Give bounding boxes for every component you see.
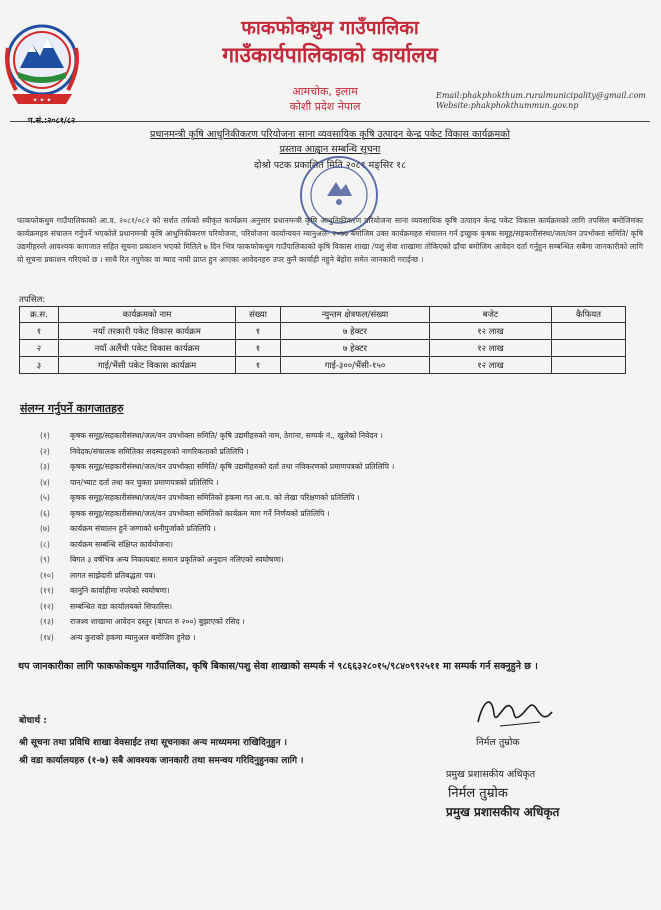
list-item-text: सम्बन्धित वडा कार्यालयको सिफारिस। — [70, 601, 173, 611]
header-min-area: न्युन्तम क्षेत्रफल/संख्या — [281, 307, 430, 323]
cell-program-name: नयाँ तरकारी पकेट विकास कार्यक्रम — [59, 323, 236, 340]
list-item-number: (१३) — [40, 617, 54, 626]
org-title: फाकफोकथुम गाउँपालिका — [241, 17, 419, 39]
list-item-text: अन्य कुराको हकमा म्यानुअल बमोजिम हुनेछ । — [70, 632, 196, 642]
list-item — [40, 614, 394, 630]
list-item-text: कृषक समूह/सहकारीसंस्था/जल/वन उपभोक्ता समिति/ कृषि उद्यमीहरुको नाम, ठेगाना, सम्पर्क नं., खुलेको निवेदन । — [70, 431, 383, 440]
list-item-number: (८) — [40, 539, 50, 549]
header-count: संख्या — [236, 307, 281, 323]
list-item — [40, 475, 394, 491]
cell-remarks — [552, 357, 626, 374]
list-item-text: कृषक समूह/सहकारीसंस्था/जल/वन उपभोक्ता समितिको हकमा गत आ.व. को लेखा परिक्षणको प्रतिलिपि । — [70, 493, 360, 502]
table-row — [20, 340, 626, 357]
cell-count: १ — [236, 357, 281, 374]
header-sn: क्र.स. — [20, 307, 59, 323]
signatory-name: निर्मल तुम्रोक — [476, 737, 520, 748]
programs-table — [19, 306, 626, 374]
list-item — [40, 459, 394, 475]
stamp-title: प्रमुख प्रशासकीय अधिकृत — [446, 805, 560, 819]
bodhartha-heading: बोधार्थ : — [19, 716, 47, 726]
list-item — [40, 444, 394, 460]
header-budget: बजेट — [430, 307, 552, 323]
table-row — [20, 357, 626, 374]
list-item-text: निवेदक/संचालक समितिका सदस्यहरुको नागरिकताको प्रतिलिपि । — [70, 446, 249, 456]
header-divider — [10, 121, 650, 122]
email-text: Email:phakphokthum.ruralmunicipality@gmail.com — [436, 91, 646, 100]
list-item-text: लागत साझेदारी प्रतिबद्धता पत्र। — [70, 570, 156, 580]
location-line2: कोशी प्रदेश नेपाल — [289, 100, 361, 113]
list-item — [40, 583, 394, 599]
bodhartha-line2: श्री वडा कार्यालयहरु (१-७) सबै आवश्यक जानकारी तथा समन्वय गरिदिनुहुनका लागि । — [19, 756, 304, 766]
contact-paragraph: थप जानकारीका लागि फाकफोकथुम गाउँपालिका, कृषि बिकास/पशु सेवा शाखाको सम्पर्क नं ९८६६३२८०१५/९८४०९९२५११ मा सम्पर्क गर्न सक्नुहुने छ । — [18, 661, 538, 672]
list-item-text: कृषक समूह/सहकारीसंस्था/जल/वन उपभोक्ता समितिको कार्यक्रम माग गर्ने निर्णयको प्रतिलिपि । — [70, 508, 330, 518]
municipality-emblem-icon — [2, 8, 82, 128]
cell-min-area: ७ हेक्टर — [281, 323, 430, 340]
list-item-number: (१०) — [40, 570, 54, 580]
list-item — [40, 490, 394, 506]
list-item — [40, 568, 394, 584]
list-item-text: कानुनि कार्वाहीमा नपरेको स्वघोषणा। — [70, 586, 170, 595]
annex-list — [40, 428, 394, 645]
cell-program-name: गाई/भैंसी पकेट विकास कार्यक्रम — [59, 357, 236, 374]
list-item-number: (२) — [40, 446, 50, 456]
subject-line1: प्रधानमन्त्री कृषि आधुनिकीकरण परियोजना साना व्यवसायिक कृषि उत्पादन केन्द्र पकेट विकास कार्यक्रमको — [150, 129, 510, 140]
cell-count: १ — [236, 323, 281, 340]
list-item — [40, 521, 394, 537]
list-item-number: (११) — [40, 586, 54, 595]
list-item — [40, 506, 394, 522]
table-label: तपसिल: — [19, 295, 46, 305]
cell-budget: १२ लाख — [430, 340, 552, 357]
list-item-text: पान/भ्याट दर्ता तथा कर चुक्ता प्रमाणपत्रको प्रतिलिपि । — [70, 477, 219, 487]
office-title: गाउँकार्यपालिकाको कार्यालय — [222, 43, 438, 67]
list-item-number: (१२) — [40, 601, 54, 611]
table-row — [20, 323, 626, 340]
list-item-number: (३) — [40, 462, 50, 471]
cell-remarks — [552, 340, 626, 357]
cell-program-name: नयाँ अलैंची पकेट विकास कार्यक्रम — [59, 340, 236, 357]
list-item — [40, 537, 394, 553]
cell-sn: ३ — [20, 357, 59, 374]
subject-line3: दोश्रो पटक प्रकाशित मिति २०८१ मङ्सिर १८ — [254, 160, 406, 171]
list-item-text: कृषक समूह/सहकारीसंस्था/जल/वन उपभोक्ता समिति/ कृषि उद्यमीहरुको दर्ता तथा नविकरणको प्रमाणपत्रको प्रतिलिपि । — [70, 462, 395, 471]
annex-heading: संलग्न गर्नुपर्ने कागजातहरु — [20, 402, 124, 415]
stamp-name: निर्मल तुम्रोक — [448, 786, 508, 801]
list-item-number: (१४) — [40, 632, 54, 642]
list-item — [40, 599, 394, 615]
list-item-text: राजश्व शाखामा आवेदन दस्तुर (बापत रु २००) बुझाएको रसिद । — [70, 617, 245, 626]
list-item-text: बिगत ३ वर्षभित्र अन्य निकायबाट समान प्रकृतिको अनुदान नलिएको स्वघोषणा। — [70, 555, 284, 564]
list-item-number: (४) — [40, 477, 50, 487]
list-item — [40, 630, 394, 646]
list-item-number: (६) — [40, 508, 50, 518]
cell-budget: १२ लाख — [430, 357, 552, 374]
cell-sn: २ — [20, 340, 59, 357]
table-header-row — [20, 307, 626, 323]
list-item-number: (९) — [40, 555, 50, 564]
cell-budget: १२ लाख — [430, 323, 552, 340]
body-paragraph: फाकफोकथुम गाउँपालिकाको आ.व. २०८१/०८२ को सर्शत तर्फको स्वीकृत कार्यक्रम अनुसार प्रधानमन्त्री कृषि आधुनिकीकरण परियोजना साना व्यवसायिक कृषि उत्पादन केन्द्र पकेट विकास कार्यक्रमको लागि तपसिल बमोजिमका कार्यक्रमहरु संचालन गर्नुपर्ने भएकोले प्रधानमन्त्री कृषि आधुनिकीकरण परियोजना, परियोजना कार्यान्वयन म्यानुअल- २०७७ बमोजिम उक्त कार्यक्रमहरु संचालन गर्न इच्छुक कृषक समूह/सहकारीसंस्था/जल/वन उपभोक्ता समिति/ कृषि उद्यमीहरुले आवश्यक कागजात सहित सूचना प्रकाशन भएको मितिले ७ दिन भित्र फाकफोकथुम गाउँपालिकाको कृषि विकास शाखा /पशु सेवा शाखामा तोकिएको ढाँचा बमोजिम आवेदन दर्ता गर्नुहुन सम्बन्धित सबैमा जानकारीको लागि यो सूचना प्रकाशन गरिएको छ । साथै रित नपुगेका वा म्याद नाघी प्राप्त हुन आएका आवेदनहरु उपर कुनै कार्वाही नहुने बेहोरा समेत जानकारी गराईन्छ । — [17, 216, 643, 264]
list-item — [40, 552, 394, 568]
cell-count: १ — [236, 340, 281, 357]
subject-line2: प्रस्ताव आह्वान सम्बन्धि सूचना — [279, 144, 381, 155]
location-line1: आमचोक, इलाम — [292, 85, 358, 98]
header-program-name: कार्यक्रमको नाम — [59, 307, 236, 323]
signatory-title: प्रमुख प्रशासकीय अधिकृत — [446, 769, 536, 780]
svg-text:✦ ✦ ✦: ✦ ✦ ✦ — [32, 97, 52, 104]
cell-min-area: ७ हेक्टर — [281, 340, 430, 357]
handwritten-signature-icon — [470, 692, 560, 732]
list-item-text: कार्यक्रम संचालन हुने जग्गाको धनीपुर्जाको प्रतिलिपि । — [70, 524, 216, 533]
header-remarks: कैफियत — [552, 307, 626, 323]
cell-min-area: गाई-३००/भैंसी-१५० — [281, 357, 430, 374]
list-item-text: कार्यक्रम सम्बन्धि संक्षिप्त कार्ययोजना। — [70, 539, 173, 549]
bodhartha-line1: श्री सूचना तथा प्रविधि शाखा वेवसाईट तथा सूचनाका अन्य माध्यममा राखिदिनुहुन । — [19, 738, 288, 748]
cell-remarks — [552, 323, 626, 340]
list-item-number: (१) — [40, 431, 50, 440]
list-item-number: (७) — [40, 524, 50, 533]
list-item — [40, 428, 394, 444]
cell-sn: १ — [20, 323, 59, 340]
website-text: Website:phakphokthummun.gov.np — [436, 101, 579, 110]
list-item-number: (५) — [40, 493, 50, 502]
